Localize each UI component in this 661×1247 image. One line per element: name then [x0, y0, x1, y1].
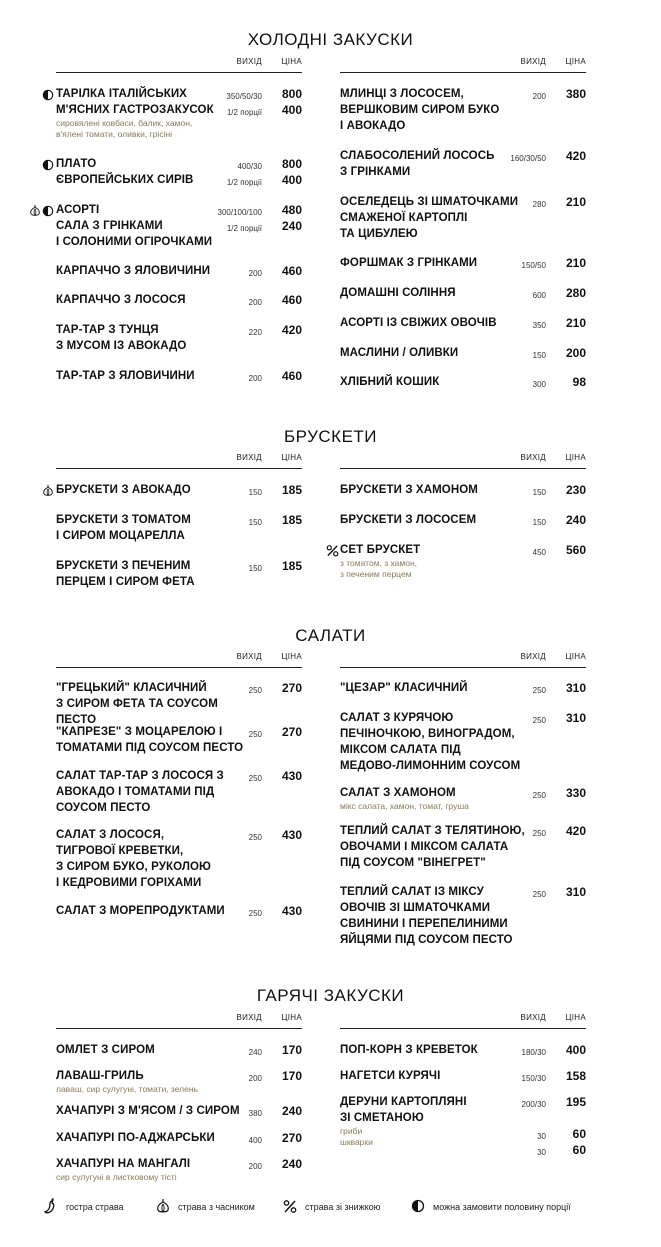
column-header-out: ВИХІД [520, 57, 546, 66]
menu-item [340, 1094, 586, 1157]
menu-item-portion: 150 [248, 488, 262, 497]
menu-item-name: АСОРТІ САЛА З ГРІНКАМИ І СОЛОНИМИ ОГІРОЧКАМИ [56, 204, 213, 248]
menu-item [56, 827, 302, 891]
menu-item-portion: 150/50 [521, 261, 546, 270]
menu-item [340, 1042, 586, 1058]
menu-item [340, 482, 586, 498]
menu-item-price: 430 [281, 904, 302, 918]
menu-item-name: ПОП-КОРН З КРЕВЕТОК [340, 1044, 478, 1056]
menu-item-portion: 240 [248, 1048, 262, 1057]
menu-item-price: 200 [565, 346, 586, 360]
legend-item-half-portion [411, 1198, 571, 1216]
menu-item-price: 270 [281, 681, 302, 695]
menu-item-name: ХАЧАПУРІ ПО-АДЖАРСЬКИ [56, 1132, 215, 1144]
column-header [56, 56, 302, 73]
menu-item [56, 1068, 302, 1095]
menu-item-description: з томатом, з хамон, з печеним перцем [340, 558, 418, 579]
menu-item [340, 345, 586, 361]
menu-item-portion: 180/30 [521, 1048, 546, 1057]
menu-item [56, 86, 302, 140]
menu-item-portion: 150 [532, 351, 546, 360]
menu-item-portion: 250 [248, 730, 262, 739]
menu-item-name: ТАР-ТАР З ТУНЦЯ З МУСОМ ІЗ АВОКАДО [56, 324, 187, 352]
menu-item-name: САЛАТ З ХАМОНОМ [340, 787, 456, 799]
half-portion-icon [42, 204, 54, 216]
menu-item-portion: 250 [532, 890, 546, 899]
legend-item-discount [283, 1198, 380, 1216]
menu-item [56, 1103, 302, 1119]
menu-item-price: 210 [565, 256, 586, 270]
menu-item-price: 560 [565, 543, 586, 557]
menu-item [340, 255, 586, 271]
menu-item-portion: 450 [532, 548, 546, 557]
menu-item-price: 270 [281, 725, 302, 739]
column-header-out: ВИХІД [520, 453, 546, 462]
menu-item-name: КАРПАЧЧО З ЯЛОВИЧИНИ [56, 265, 211, 277]
menu-item-price: 240 [281, 1104, 302, 1118]
menu-item-name: СЕТ БРУСКЕТ [340, 544, 421, 556]
menu-item-price: 170 [281, 1043, 302, 1057]
menu-item-name: ОСЕЛЕДЕЦЬ ЗІ ШМАТОЧКАМИ СМАЖЕНОЇ КАРТОПЛІ ТА ЦИБУЛЕЮ [340, 196, 519, 240]
menu-item-price: 98 [572, 375, 586, 389]
menu-item-portion: 200/30 30 30 [521, 1100, 546, 1157]
section-title-salads: САЛАТИ [295, 626, 366, 645]
menu-item-price: 430 [281, 828, 302, 842]
menu-item-name: САЛАТ З МОРЕПРОДУКТАМИ [56, 905, 225, 917]
menu-item-portion: 600 [532, 291, 546, 300]
menu-item-name: НАГЕТСИ КУРЯЧІ [340, 1070, 441, 1082]
menu-item-portion: 220 [248, 328, 262, 337]
garlic-icon [156, 1198, 170, 1216]
menu-item-description: сировялені ковбаси, балик, хамон, в'ялені томати, оливки, грісіні [56, 118, 193, 139]
garlic-icon [42, 484, 54, 496]
discount-icon [326, 544, 338, 556]
menu-item [56, 903, 302, 919]
menu-item [56, 512, 302, 544]
menu-item-price: 210 [565, 195, 586, 209]
menu-item-portion: 200 [248, 1162, 262, 1171]
menu-item-name: САЛАТ З ЛОСОСЯ, ТИГРОВОЇ КРЕВЕТКИ, З СИРОМ БУКО, РУКОЛОЮ І КЕДРОВИМИ ГОРІХАМИ [56, 829, 212, 889]
menu-item [56, 768, 302, 816]
menu-item-description: лаваш, сир сулугуні, томати, зелень [56, 1084, 198, 1094]
menu-item-price: 310 [565, 885, 586, 899]
legend-item-spicy [44, 1198, 124, 1216]
menu-item-portion: 250 [248, 833, 262, 842]
menu-item-price: 330 [565, 786, 586, 800]
section-title-cold-appetizers: ХОЛОДНІ ЗАКУСКИ [247, 30, 414, 49]
column-header-price: ЦІНА [565, 1013, 586, 1022]
legend-label: гостра страва [66, 1202, 124, 1212]
menu-item-price: 460 [281, 264, 302, 278]
menu-item-name: "КАПРЕЗЕ" З МОЦАРЕЛОЮ І ТОМАТАМИ ПІД СОУСОМ ПЕСТО [56, 726, 244, 754]
menu-item-portion: 250 [248, 686, 262, 695]
menu-item-name: ЛАВАШ-ГРИЛЬ [56, 1070, 144, 1082]
menu-item-price: 240 [565, 513, 586, 527]
menu-item-portion: 350/50/30 1/2 порції [226, 92, 262, 117]
menu-item-name: ДЕРУНИ КАРТОПЛЯНІ ЗІ СМЕТАНОЮ [340, 1096, 467, 1124]
menu-item-name: МЛИНЦІ З ЛОСОСЕМ, ВЕРШКОВИМ СИРОМ БУКО І АВОКАДО [340, 88, 500, 132]
menu-item-icons [29, 204, 54, 216]
half-portion-icon [42, 88, 54, 100]
menu-item-portion: 250 [248, 909, 262, 918]
menu-item [56, 680, 302, 728]
menu-item-icons [42, 158, 54, 170]
menu-item-price: 185 [281, 559, 302, 573]
menu-item-name: СЛАБОСОЛЕНИЙ ЛОСОСЬ З ГРІНКАМИ [340, 150, 495, 178]
menu-item [56, 202, 302, 250]
menu-item-portion: 400/30 1/2 порції [226, 162, 262, 187]
column-header-price: ЦІНА [565, 652, 586, 661]
menu-item [56, 1156, 302, 1183]
menu-item-price: 210 [565, 316, 586, 330]
menu-item [340, 680, 586, 696]
menu-item-name: "ГРЕЦЬКИЙ" КЛАСИЧНИЙ З СИРОМ ФЕТА ТА СОУСОМ ПЕСТО [56, 682, 218, 726]
menu-item-name: ХАЧАПУРІ НА МАНГАЛІ [56, 1158, 191, 1170]
menu-item-name: "ЦЕЗАР" КЛАСИЧНИЙ [340, 682, 468, 694]
menu-item [340, 710, 586, 774]
menu-item-portion: 160/30/50 [510, 154, 546, 163]
column-header-out: ВИХІД [236, 652, 262, 661]
column-header-out: ВИХІД [236, 453, 262, 462]
legend-label: страва з часником [178, 1202, 255, 1212]
menu-item [56, 1130, 302, 1146]
menu-item [340, 785, 586, 812]
menu-item-price: 420 [281, 323, 302, 337]
menu-item-name: ОМЛЕТ З СИРОМ [56, 1044, 155, 1056]
section-title-hot-appetizers: ГАРЯЧІ ЗАКУСКИ [256, 986, 405, 1005]
menu-item-price: 460 [281, 369, 302, 383]
menu-item-name: ХЛІБНИЙ КОШИК [340, 376, 440, 388]
menu-item [56, 724, 302, 756]
menu-item-icons [42, 88, 54, 100]
menu-item-portion: 250 [248, 774, 262, 783]
menu-item [340, 315, 586, 331]
menu-item-icons [326, 544, 338, 556]
legend-label: страва зі знижкою [305, 1202, 381, 1212]
discount-icon [283, 1198, 297, 1216]
menu-item-name: КАРПАЧЧО З ЛОСОСЯ [56, 294, 186, 306]
menu-item [340, 884, 586, 948]
menu-item-price: 420 [565, 149, 586, 163]
menu-item-name: ТАРІЛКА ІТАЛІЙСЬКИХ М'ЯСНИХ ГАСТРОЗАКУСОК [56, 88, 214, 116]
menu-item-portion: 150/30 [521, 1074, 546, 1083]
menu-item-name: ПЛАТО ЄВРОПЕЙСЬКИХ СИРІВ [56, 158, 194, 186]
menu-item [56, 1042, 302, 1058]
menu-item-portion: 200 [248, 1074, 262, 1083]
menu-item-portion: 200 [248, 298, 262, 307]
menu-item-portion: 250 [532, 791, 546, 800]
menu-item-portion: 250 [532, 686, 546, 695]
menu-item-portion: 400 [248, 1136, 262, 1145]
menu-item-price: 310 [565, 681, 586, 695]
menu-item [56, 368, 302, 384]
menu-item-name: САЛАТ ТАР-ТАР З ЛОСОСЯ З АВОКАДО І ТОМАТАМИ ПІД СОУСОМ ПЕСТО [56, 770, 224, 814]
menu-item-description: мікс салата, хамон, томат, груша [340, 801, 469, 811]
column-header-price: ЦІНА [281, 652, 302, 661]
menu-item-name: ФОРШМАК З ГРІНКАМИ [340, 257, 478, 269]
menu-item [340, 542, 586, 580]
menu-item-price: 280 [565, 286, 586, 300]
menu-item-name: МАСЛИНИ / ОЛИВКИ [340, 347, 459, 359]
menu-item-price: 380 [565, 87, 586, 101]
column-header [340, 56, 586, 73]
menu-item [56, 156, 302, 188]
menu-item [56, 482, 302, 498]
menu-item [340, 512, 586, 528]
column-header-price: ЦІНА [281, 453, 302, 462]
menu-item-price: 185 [281, 483, 302, 497]
menu-item-portion: 150 [248, 564, 262, 573]
column-header-out: ВИХІД [236, 57, 262, 66]
menu-item-price: 185 [281, 513, 302, 527]
column-header-out: ВИХІД [520, 1013, 546, 1022]
menu-item [340, 1068, 586, 1084]
menu-item-portion: 200 [248, 269, 262, 278]
menu-item-icons [42, 484, 54, 496]
half-portion-icon [42, 158, 54, 170]
menu-item [56, 322, 302, 354]
column-header-out: ВИХІД [236, 1013, 262, 1022]
column-header-price: ЦІНА [565, 453, 586, 462]
menu-item-name: БРУСКЕТИ З ТОМАТОМ І СИРОМ МОЦАРЕЛЛА [56, 514, 191, 542]
menu-item-portion: 200 [532, 92, 546, 101]
menu-item-price: 480 240 [281, 203, 302, 233]
menu-item-portion: 200 [248, 374, 262, 383]
column-header-price: ЦІНА [281, 57, 302, 66]
column-header-price: ЦІНА [281, 1013, 302, 1022]
menu-item-price: 430 [281, 769, 302, 783]
menu-item-name: БРУСКЕТИ З АВОКАДО [56, 484, 191, 496]
menu-item-price: 158 [565, 1069, 586, 1083]
menu-item [340, 148, 586, 180]
menu-item-price: 800 400 [281, 157, 302, 187]
legend-label: можна замовити половину порції [433, 1202, 571, 1212]
menu-item-name: ТЕПЛИЙ САЛАТ ІЗ МІКСУ ОВОЧІВ ЗІ ШМАТОЧКАМИ СВИНИНИ І ПЕРЕПЕЛИНИМИ ЯЙЦЯМИ ПІД СОУСОМ ПЕСТО [340, 886, 513, 946]
menu-item [340, 285, 586, 301]
column-header [340, 651, 586, 668]
menu-item-name: ТАР-ТАР З ЯЛОВИЧИНИ [56, 370, 195, 382]
menu-item-price: 400 [565, 1043, 586, 1057]
menu-item [56, 263, 302, 279]
section-title-bruschetta: БРУСКЕТИ [283, 427, 378, 446]
menu-item-price: 230 [565, 483, 586, 497]
menu-item-price: 195 60 60 [565, 1095, 586, 1157]
menu-item-name: БРУСКЕТИ З ПЕЧЕНИМ ПЕРЦЕМ І СИРОМ ФЕТА [56, 560, 195, 588]
menu-item-name: ХАЧАПУРІ З М'ЯСОМ / З СИРОМ [56, 1105, 240, 1117]
menu-item-name: БРУСКЕТИ З ХАМОНОМ [340, 484, 478, 496]
column-header [56, 1012, 302, 1029]
column-header-price: ЦІНА [565, 57, 586, 66]
menu-item-portion: 250 [532, 716, 546, 725]
menu-item-portion: 280 [532, 200, 546, 209]
menu-item-name: ТЕПЛИЙ САЛАТ З ТЕЛЯТИНОЮ, ОВОЧАМИ І МІКСОМ САЛАТА ПІД СОУСОМ "ВІНЕГРЕТ" [340, 825, 525, 869]
menu-item-name: БРУСКЕТИ З ЛОСОСЕМ [340, 514, 477, 526]
menu-item [56, 292, 302, 308]
menu-item-price: 270 [281, 1131, 302, 1145]
menu-item-portion: 350 [532, 321, 546, 330]
column-header [56, 452, 302, 469]
menu-item-price: 240 [281, 1157, 302, 1171]
column-header [56, 651, 302, 668]
menu-item-price: 460 [281, 293, 302, 307]
column-header-out: ВИХІД [520, 652, 546, 661]
menu-item-portion: 300/100/100 1/2 порції [217, 208, 262, 233]
menu-item-portion: 380 [248, 1109, 262, 1118]
menu-item [340, 194, 586, 242]
menu-item-portion: 250 [532, 829, 546, 838]
menu-item-description: гриби шкварки [340, 1126, 373, 1147]
menu-item-description: сир сулугуні в листковому тісті [56, 1172, 177, 1182]
menu-item-name: ДОМАШНІ СОЛІННЯ [340, 287, 456, 299]
menu-item-price: 420 [565, 824, 586, 838]
menu-item-name: АСОРТІ ІЗ СВІЖИХ ОВОЧІВ [340, 317, 497, 329]
menu-item-portion: 150 [248, 518, 262, 527]
menu-item-price: 170 [281, 1069, 302, 1083]
garlic-icon [29, 204, 41, 216]
menu-item-price: 800 400 [281, 87, 302, 117]
menu-item-portion: 150 [532, 518, 546, 527]
icon-legend [0, 1198, 661, 1218]
menu-item-portion: 150 [532, 488, 546, 497]
half-portion-icon [411, 1198, 425, 1216]
menu-item [340, 86, 586, 134]
menu-item-name: САЛАТ З КУРЯЧОЮ ПЕЧІНОЧКОЮ, ВИНОГРАДОМ, МІКСОМ САЛАТА ПІД МЕДОВО-ЛИМОННИМ СОУСОМ [340, 712, 521, 772]
chili-icon [44, 1198, 58, 1216]
menu-item-price: 310 [565, 711, 586, 725]
column-header [340, 452, 586, 469]
menu-item [340, 374, 586, 390]
menu-item-portion: 300 [532, 380, 546, 389]
menu-item [340, 823, 586, 871]
menu-item [56, 558, 302, 590]
legend-item-garlic [156, 1198, 255, 1216]
column-header [340, 1012, 586, 1029]
